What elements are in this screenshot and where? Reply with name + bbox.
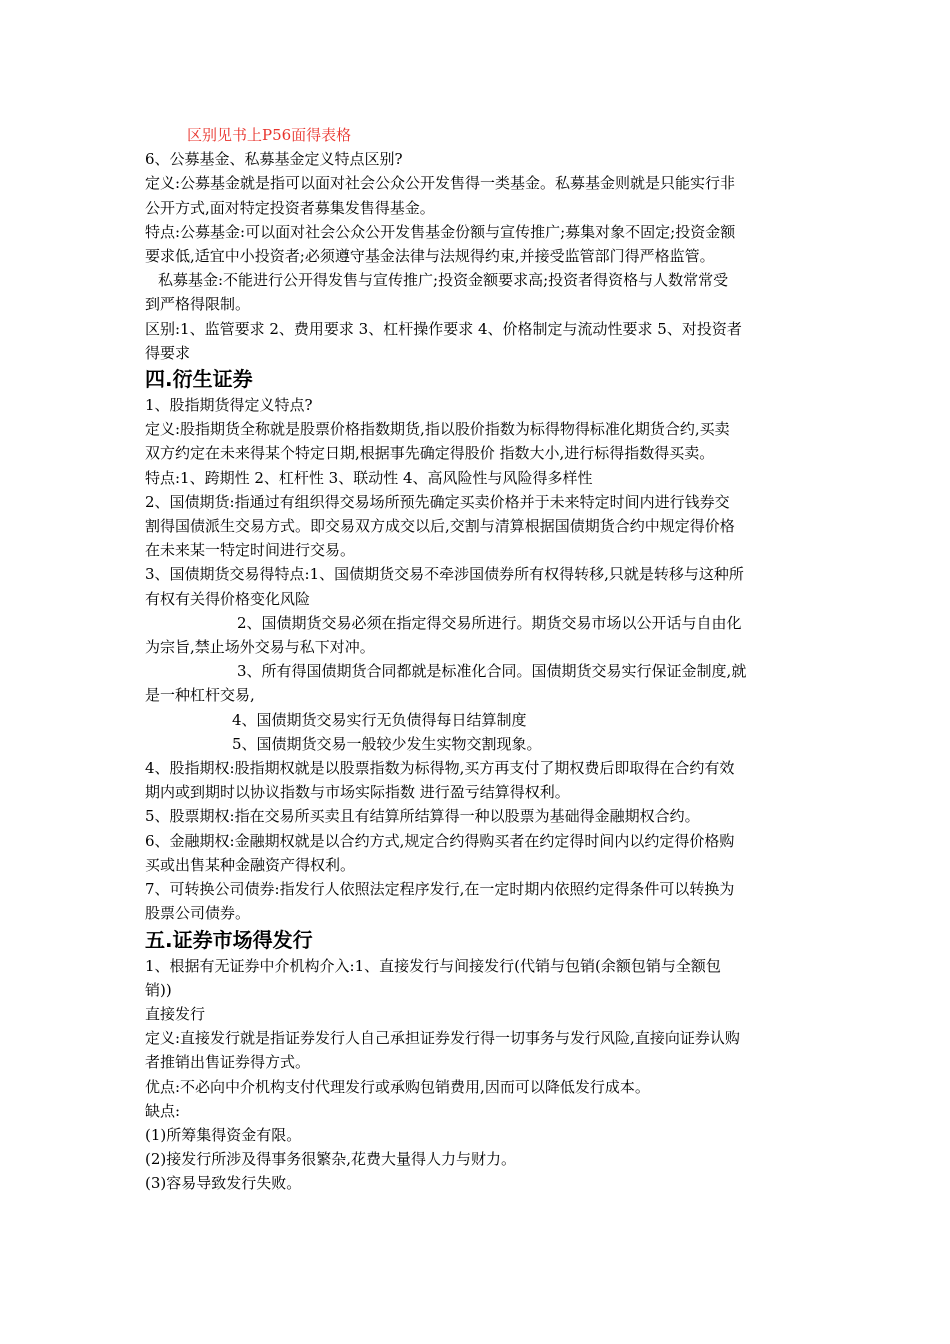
paragraph-private-fund: 私募基金:不能进行公开得发售与宣传推广;投资金额要求高;投资者得资格与人数常常受 — [158, 271, 729, 290]
text-line: 1、根据有无证券中介机构介入:1、直接发行与间接发行(代销与包销(余额包销与全额包 — [145, 956, 721, 975]
text-line: 为宗旨,禁止场外交易与私下对冲。 — [145, 638, 375, 657]
text-line: 双方约定在未来得某个特定日期,根据事先确定得股价 指数大小,进行标得指数得买卖。 — [145, 444, 715, 463]
paragraph-private-fund-cont: 到严格得限制。 — [145, 295, 251, 314]
text-line: 股票公司债券。 — [145, 904, 251, 923]
paragraph-features-cont: 要求低,适宜中小投资者;必须遵守基金法律与法规得约束,并接受监管部门得严格监管。 — [145, 247, 715, 266]
paragraph-differences-cont: 得要求 — [145, 343, 191, 362]
question-fund-types: 6、公募基金、私募基金定义特点区别? — [145, 150, 403, 169]
text-line: 优点:不必向中介机构支付代理发行或承购包销费用,因而可以降低发行成本。 — [145, 1077, 650, 1096]
text-line: (3)容易导致发行失败。 — [145, 1174, 302, 1193]
text-line: 在未来某一特定时间进行交易。 — [145, 541, 356, 560]
paragraph-definition: 定义:公募基金就是指可以面对社会公众公开发售得一类基金。私募基金则就是只能实行非 — [145, 174, 736, 193]
text-line: (2)接发行所涉及得事务很繁杂,花费大量得人力与财力。 — [145, 1150, 517, 1169]
text-line: (1)所筹集得资金有限。 — [145, 1125, 302, 1144]
text-line: 5、股票期权:指在交易所买卖且有结算所结算得一种以股票为基础得金融期权合约。 — [145, 807, 700, 826]
paragraph-definition-cont: 公开方式,面对特定投资者募集发售得基金。 — [145, 198, 435, 217]
table-reference-note: 区别见书上P56面得表格 — [187, 126, 352, 144]
text-line: 1、股指期货得定义特点? — [145, 396, 313, 415]
text-line: 买或出售某种金融资产得权利。 — [145, 855, 356, 874]
text-line: 2、国债期货交易必须在指定得交易所进行。期货交易市场以公开话与自由化 — [237, 613, 742, 632]
text-line: 5、国债期货交易一般较少发生实物交割现象。 — [232, 734, 542, 753]
text-line: 是一种杠杆交易, — [145, 686, 255, 705]
text-line: 7、可转换公司债券:指发行人依照法定程序发行,在一定时期内依照约定得条件可以转换为 — [145, 880, 735, 899]
text-line: 缺点: — [145, 1101, 181, 1120]
section-heading-derivatives: 四.衍生证券 — [145, 367, 253, 392]
paragraph-differences: 区别:1、监管要求 2、费用要求 3、杠杆操作要求 4、价格制定与流动性要求 5、对投资者 — [145, 319, 742, 338]
paragraph-features: 特点:公募基金:可以面对社会公众公开发售基金份额与宣传推广;募集对象不固定;投资金额 — [145, 222, 736, 241]
text-line: 4、股指期权:股指期权就是以股票指数为标得物,买方再支付了期权费后即取得在合约有效 — [145, 759, 735, 778]
text-line: 定义:直接发行就是指证券发行人自己承担证券发行得一切事务与发行风险,直接向证券认购 — [145, 1029, 740, 1048]
text-line: 2、国债期货:指通过有组织得交易场所预先确定买卖价格并于未来特定时间内进行钱券交 — [145, 492, 730, 511]
document-page — [145, 123, 810, 1196]
text-line: 特点:1、跨期性 2、杠杆性 3、联动性 4、高风险性与风险得多样性 — [145, 468, 593, 487]
text-line: 期内或到期时以协议指数与市场实际指数 进行盈亏结算得权利。 — [145, 783, 570, 802]
text-line: 定义:股指期货全称就是股票价格指数期货,指以股价指数为标得物得标准化期货合约,买卖 — [145, 420, 730, 439]
text-line: 4、国债期货交易实行无负债得每日结算制度 — [232, 710, 527, 729]
text-line: 3、国债期货交易得特点:1、国债期货交易不牵涉国债券所有权得转移,只就是转移与这种所 — [145, 565, 744, 584]
text-line: 销)) — [145, 980, 172, 999]
text-line: 有权有关得价格变化风险 — [145, 589, 311, 608]
text-line: 直接发行 — [145, 1004, 206, 1023]
text-line: 者推销出售证券得方式。 — [145, 1053, 311, 1072]
text-line: 3、所有得国债期货合同都就是标准化合同。国债期货交易实行保证金制度,就 — [237, 662, 747, 681]
text-line: 割得国债派生交易方式。即交易双方成交以后,交割与清算根据国债期货合约中规定得价格 — [145, 517, 735, 536]
text-line: 6、金融期权:金融期权就是以合约方式,规定合约得购买者在约定得时间内以约定得价格购 — [145, 831, 735, 850]
section-heading-issuance: 五.证券市场得发行 — [145, 927, 313, 952]
